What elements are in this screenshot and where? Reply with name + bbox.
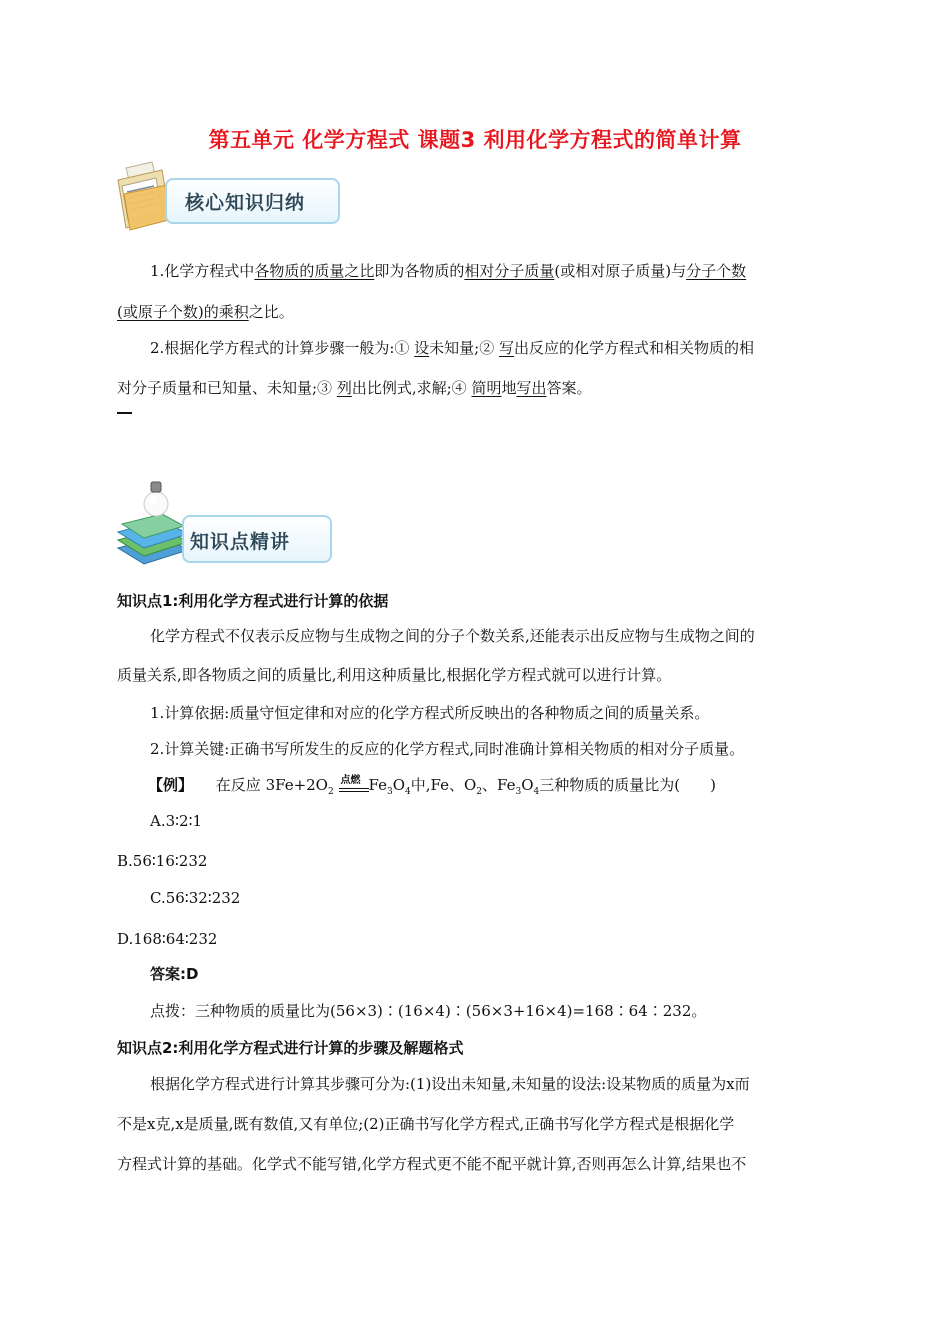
divider-mark bbox=[117, 412, 132, 414]
text: 1.化学方程式中 bbox=[150, 262, 255, 280]
kp1-heading: 知识点1:利用化学方程式进行计算的依据 bbox=[117, 592, 389, 610]
option-c: C.56∶32∶232 bbox=[150, 889, 241, 907]
text: O bbox=[521, 776, 534, 794]
text: 对分子质量和已知量、未知量;③ bbox=[117, 379, 337, 397]
page-title: 第五单元 化学方程式 课题3 利用化学方程式的简单计算 bbox=[208, 128, 742, 152]
text: 2.根据化学方程式的计算步骤一般为:① bbox=[150, 339, 415, 357]
section-banner-points-label: 知识点精讲 bbox=[190, 531, 291, 553]
kp1-paragraph-line1: 化学方程式不仅表示反应物与生成物之间的分子个数关系,还能表示出反应物与生成物之间的 bbox=[150, 627, 755, 645]
option-d: D.168∶64∶232 bbox=[117, 930, 218, 948]
subscript: 3 bbox=[515, 787, 522, 797]
kp2-heading: 知识点2:利用化学方程式进行计算的步骤及解题格式 bbox=[117, 1039, 464, 1057]
kp2-line-2: 不是x克,x是质量,既有数值,又有单位;(2)正确书写化学方程式,正确书写化学方程式是根据化学 bbox=[117, 1115, 735, 1133]
text: (或相对原子质量)与 bbox=[554, 262, 687, 280]
text: O bbox=[392, 776, 406, 794]
lightbulb-books-icon bbox=[112, 478, 192, 570]
subscript: 4 bbox=[533, 787, 540, 797]
section-banner-core bbox=[165, 178, 340, 224]
subscript: 2 bbox=[476, 787, 483, 797]
text: 未知量;② bbox=[429, 339, 499, 357]
text: 、Fe bbox=[482, 776, 516, 794]
example-question bbox=[148, 775, 716, 802]
core-paragraph-1 bbox=[150, 261, 746, 281]
kp1-item-1: 1.计算依据:质量守恒定律和对应的化学方程式所反映出的各种物质之间的质量关系。 bbox=[150, 704, 710, 722]
option-b: B.56∶16∶232 bbox=[117, 852, 208, 870]
underlined-term: 各物质的质量之比 bbox=[254, 262, 375, 280]
text: 出反应的化学方程式和相关物质的相 bbox=[514, 339, 755, 357]
text: 即为各物质的 bbox=[374, 262, 465, 280]
underlined-term: 分子个数 bbox=[686, 262, 747, 280]
answer: 答案:D bbox=[150, 965, 199, 983]
core-paragraph-1-cont bbox=[117, 302, 294, 322]
option-a: A.3∶2∶1 bbox=[150, 812, 203, 830]
section-banner-points bbox=[182, 515, 332, 563]
text: 答案。 bbox=[546, 379, 592, 397]
text: Fe bbox=[368, 776, 387, 794]
text: 地 bbox=[501, 379, 517, 397]
section-banner-core-label: 核心知识归纳 bbox=[185, 192, 306, 214]
underlined-term: (或原子个数)的乘积 bbox=[117, 303, 249, 321]
subscript: 3 bbox=[386, 787, 393, 797]
reaction-arrow bbox=[339, 775, 369, 793]
text: 三种物质的质量比为( ) bbox=[539, 776, 716, 794]
text: 出比例式,求解;④ bbox=[351, 379, 472, 397]
core-paragraph-2 bbox=[150, 338, 754, 358]
reaction-condition: 点燃 bbox=[340, 775, 361, 786]
kp1-item-2: 2.计算关键:正确书写所发生的反应的化学方程式,同时准确计算相关物质的相对分子质量。 bbox=[150, 740, 745, 758]
underlined-term: 写 bbox=[498, 339, 514, 357]
kp2-line-3: 方程式计算的基础。化学式不能写错,化学方程式更不能不配平就计算,否则再怎么计算,结果也不 bbox=[117, 1155, 747, 1173]
text: 中,Fe、O bbox=[410, 776, 477, 794]
underlined-term: 写出 bbox=[516, 379, 547, 397]
subscript: 4 bbox=[405, 787, 411, 797]
hint: 点拨：三种物质的质量比为(56×3)∶(16×4)∶(56×3+16×4)=168∶64∶232。 bbox=[150, 1002, 707, 1020]
text: 在反应 3Fe+2O bbox=[215, 776, 328, 794]
subscript: 2 bbox=[327, 787, 334, 797]
text: 之比。 bbox=[248, 303, 294, 321]
kp2-line-1: 根据化学方程式进行计算其步骤可分为:(1)设出未知量,未知量的设法:设某物质的质量为x而 bbox=[150, 1075, 750, 1093]
underlined-term: 设 bbox=[414, 339, 430, 357]
underlined-term: 简明 bbox=[471, 379, 502, 397]
example-label: 【例】 bbox=[148, 776, 194, 794]
underlined-term: 列 bbox=[336, 379, 352, 397]
core-paragraph-2-cont bbox=[117, 378, 592, 398]
kp1-paragraph-line2: 质量关系,即各物质之间的质量比,利用这种质量比,根据化学方程式就可以进行计算。 bbox=[117, 666, 672, 684]
underlined-term: 相对分子质量 bbox=[464, 262, 555, 280]
